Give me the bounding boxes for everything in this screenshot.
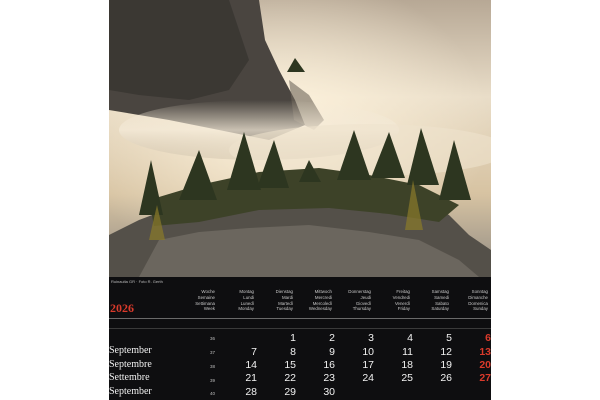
day-cell: 10 [362, 346, 374, 358]
week-number: 39 [209, 378, 215, 383]
header-divider [109, 318, 491, 319]
day-cell: 23 [323, 372, 335, 384]
day-header-saturday: Samstag Samedi Sabato Saturday [431, 289, 449, 312]
day-cell: 25 [401, 372, 413, 384]
day-header-monday: Montag Lundi Lunedì Monday [238, 289, 254, 312]
month-name-french: Septembre [109, 359, 152, 370]
week-number: 40 [209, 391, 215, 396]
year-label: 2026 [110, 301, 134, 315]
day-cell: 8 [290, 346, 296, 358]
day-header-friday: Freitag Vendredi Venerdì Friday [392, 289, 410, 312]
week-column-header: Woche Semaine Settimana Week [195, 289, 215, 312]
day-cell: 21 [245, 372, 257, 384]
day-cell: 19 [440, 359, 452, 371]
month-name-italian: Settembre [109, 372, 150, 383]
day-header-thursday: Donnerstag Jeudi Giovedì Thursday [348, 289, 371, 312]
day-header-sunday: Sonntag Dimanche Domenica Sunday [468, 289, 488, 312]
day-cell: 16 [323, 359, 335, 371]
day-header-wednesday: Mittwoch Mercredi Mercoledì Wednesday [308, 289, 332, 312]
week-number: 38 [209, 364, 215, 369]
grid-divider [109, 328, 491, 329]
day-cell: 2 [329, 332, 335, 344]
day-cell-sunday: 20 [479, 359, 491, 371]
day-cell: 3 [368, 332, 374, 344]
week-number: 37 [209, 350, 215, 355]
day-cell: 11 [402, 346, 413, 358]
day-cell: 9 [329, 346, 335, 358]
day-cell: 12 [440, 346, 452, 358]
day-cell: 24 [362, 372, 374, 384]
day-cell: 30 [323, 386, 335, 398]
day-cell: 26 [440, 372, 452, 384]
day-cell: 4 [407, 332, 413, 344]
day-cell-sunday: 6 [485, 332, 491, 344]
day-cell: 17 [362, 359, 374, 371]
day-cell-sunday: 13 [479, 346, 491, 358]
day-cell: 14 [245, 359, 257, 371]
day-cell: 28 [245, 386, 257, 398]
day-cell: 1 [290, 332, 296, 344]
landscape-photo [109, 0, 491, 277]
day-cell: 18 [401, 359, 413, 371]
day-cell-sunday: 27 [479, 372, 491, 384]
day-cell: 15 [284, 359, 296, 371]
day-cell: 7 [251, 346, 257, 358]
day-header-tuesday: Dienstag Mardi Martedì Tuesday [275, 289, 293, 312]
month-name-german: September [109, 345, 152, 356]
day-cell: 22 [284, 372, 296, 384]
week-number: 36 [209, 336, 215, 341]
month-name-english: September [109, 386, 152, 397]
day-cell: 29 [284, 386, 296, 398]
day-cell: 5 [446, 332, 452, 344]
photo-credit: Ruinaulta GR · Foto R. Gerth [111, 279, 163, 284]
calendar-page [109, 0, 491, 400]
